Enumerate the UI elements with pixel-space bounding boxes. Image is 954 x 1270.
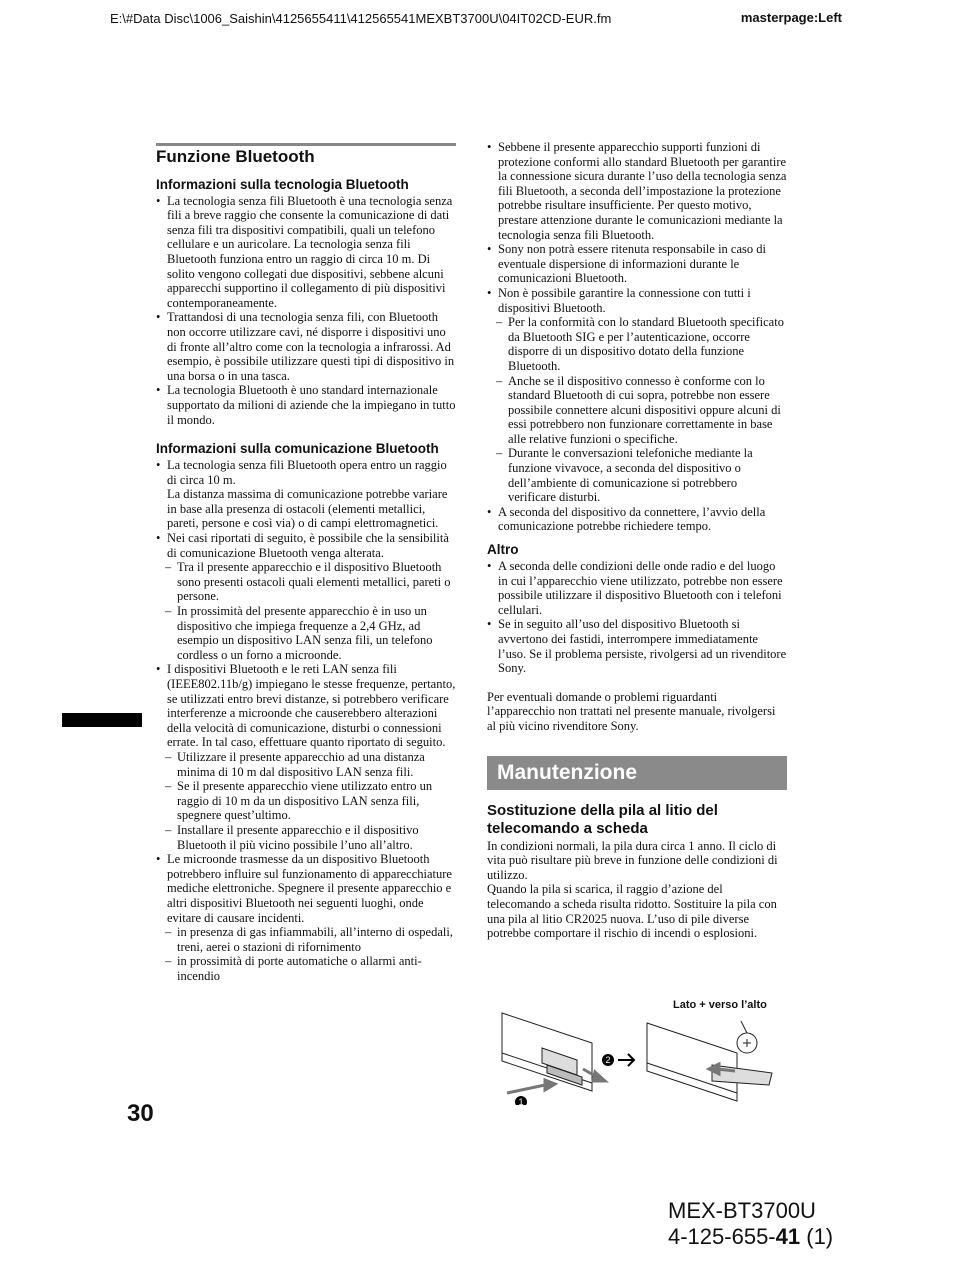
list-item — [156, 662, 456, 852]
page-number: 30 — [127, 1100, 154, 1127]
closing-paragraph: Per eventuali domande o problemi riguardanti l’apparecchio non trattati nel presente manuale, rivolgersi al più vicino rivenditore Sony. — [487, 689, 776, 733]
model-code-bold: 41 — [775, 1224, 801, 1249]
header-file-path: E:\#Data Disc\1006_Saishin\4125655411\412565541MEXBT3700U\04IT02CD-EUR.fm — [110, 11, 612, 26]
dash-list — [487, 315, 787, 505]
paragraph-pila-2: Quando la pila si scarica, il raggio d’azione del telecomando a scheda risulta ridotto. Sostituire la pila con una pila al litio CR2025 nuova. L’uso di pile diverse potrebbe comportare il rischio di incendi o esplosioni. — [487, 882, 777, 941]
section-banner-manutenzione: Manutenzione — [487, 756, 787, 790]
dash-list — [156, 925, 456, 983]
subsection-title-tecnologia: Informazioni sulla tecnologia Bluetooth — [156, 176, 409, 192]
section-rule — [156, 143, 456, 165]
list-item-text: • I dispositivi Bluetooth e le reti LAN senza fili (IEEE802.11b/g) impiegano le stesse frequenze, pertanto, se utilizzati entro brevi distanze, si potrebbero verificare interferenze a microonde che causerebbero alterazioni della velocità di comunicazione, disturbi o connessioni errate. In tal caso, effettuare quanto riportato di seguito. — [167, 662, 456, 750]
column-left — [156, 143, 456, 983]
figure-label: Lato + verso l’alto — [673, 999, 767, 1011]
chevron-right-icon — [618, 1054, 634, 1066]
list-item-continuation: La distanza massima di comunicazione potrebbe variare in base alla presenza di ostacoli (elementi metallici, pareti, persone e così via) o di campi elettromagnetici. — [167, 487, 448, 531]
dash-item: – Tra il presente apparecchio e il dispositivo Bluetooth sono presenti ostacoli quali elementi metallici, pareti o persone. — [156, 560, 456, 604]
step-2-marker — [602, 1054, 614, 1066]
dash-item: – Se il presente apparecchio viene utilizzato entro un raggio di 10 m da un dispositivo LAN senza fili, spegnere quest’ultimo. — [156, 779, 456, 823]
subsection-title-pila: Sostituzione della pila al litio del telecomando a scheda — [487, 801, 718, 837]
list-item: • Se in seguito all’uso del dispositivo Bluetooth si avvertono dei fastidi, interrompere immediatamente l’uso. Se il problema persiste, rivolgersi ad un rivenditore Sony. — [487, 617, 787, 675]
battery-replacement-figure — [497, 993, 787, 1105]
section-title-bluetooth: Funzione Bluetooth — [156, 147, 315, 166]
dash-item: – Per la conformità con lo standard Bluetooth specificato da Bluetooth SIG e per l’autenticazione, occorre disporre di un dispositivo dotato della funzione Bluetooth. — [487, 315, 787, 373]
header-masterpage: masterpage:Left — [740, 10, 842, 25]
list-tecnologia — [156, 194, 456, 428]
remote-card-right-illustration — [647, 1021, 772, 1101]
dash-list — [156, 750, 456, 852]
dash-item: – in prossimità di porte automatiche o allarmi anti-incendio — [156, 954, 456, 983]
step-1-number: 1 — [518, 1097, 524, 1105]
subsection-title-altro: Altro — [487, 542, 519, 558]
dash-item: – Anche se il dispositivo connesso è conforme con lo standard Bluetooth di cui sopra, potrebbe non essere possibile connettere alcuni dispositivi oppure alcuni di essi potrebbero non funzionare correttamente in base alle relative funzioni o specifiche. — [487, 374, 787, 447]
list-item — [156, 852, 456, 983]
list-item-text: • Le microonde trasmesse da un dispositivo Bluetooth potrebbero influire sul funzionamento di apparecchiature mediche elettroniche. Spegnere il presente apparecchio e altri dispositivi Bluetooth nei seguenti luoghi, onde evitare di causare incidenti. — [167, 852, 452, 925]
list-item: • Trattandosi di una tecnologia senza fili, con Bluetooth non occorre utilizzare cavi, né disporre i dispositivi uno di fronte all’altro come con la tecnologia a infrarossi. Ad esempio, è possibile utilizzare questi tipi di dispositivo in una borsa o in una tasca. — [156, 310, 456, 383]
list-item-text: • Nei casi riportati di seguito, è possibile che la sensibilità di comunicazione Bluetooth venga alterata. — [167, 531, 449, 560]
list-item-text: • Non è possibile garantire la connessione con tutti i dispositivi Bluetooth. — [498, 285, 751, 315]
model-footer — [668, 1198, 833, 1250]
paragraph-pila-1: In condizioni normali, la pila dura circa 1 anno. Il ciclo di vita può risultare più breve in funzione delle condizioni di utilizzo. — [487, 838, 778, 882]
step-1-marker — [515, 1096, 527, 1105]
list-item: • Sebbene il presente apparecchio supporti funzioni di protezione conformi allo standard Bluetooth per garantire la connessione sicura durante l’uso della tecnologia senza fili Bluetooth, a seconda dell’impostazione la protezione potrebbe risultare insufficiente. Per questo motivo, prestare attenzione durante le comunicazioni mediante la tecnologia senza fili Bluetooth. — [487, 140, 787, 242]
column-right — [487, 140, 787, 941]
subsection-title-comunicazione: Informazioni sulla comunicazione Bluetooth — [156, 441, 439, 457]
list-item — [156, 458, 456, 531]
dash-item: – Durante le conversazioni telefoniche mediante la funzione vivavoce, a seconda del dispositivo o dell’ambiente di comunicazione si potrebbero verificare disturbi. — [487, 446, 787, 504]
list-comunicazione — [156, 458, 456, 983]
list-item — [487, 286, 787, 505]
side-tab-marker — [62, 713, 142, 727]
list-item: • A seconda delle condizioni delle onde radio e del luogo in cui l’apparecchio viene utilizzato, potrebbe non essere possibile utilizzare il dispositivo Bluetooth con i telefoni cellulari. — [487, 559, 787, 617]
dash-list — [156, 560, 456, 662]
step-2-number: 2 — [605, 1055, 611, 1065]
list-item-text: • La tecnologia senza fili Bluetooth opera entro un raggio di circa 10 m. — [167, 458, 447, 487]
model-code-suffix: (1) — [800, 1224, 834, 1249]
list-item — [156, 531, 456, 662]
list-security — [487, 140, 787, 534]
list-altro — [487, 559, 787, 676]
dash-item: – In prossimità del presente apparecchio è in uso un dispositivo che impiega frequenze a 2,4 GHz, ad esempio un dispositivo LAN senza fili, un telefono cordless o un forno a microonde. — [156, 604, 456, 662]
list-item: • La tecnologia senza fili Bluetooth è una tecnologia senza fili a breve raggio che consente la comunicazione di dati senza fili tra dispositivi compatibili, quali un telefono cellulare e un auricolare. La tecnologia senza fili Bluetooth funziona entro un raggio di circa 10 m. Di solito vengono collegati due dispositivi, sebbene alcuni apparecchi supportino il collegamento di più dispositivi contemporaneamente. — [156, 194, 456, 311]
list-item: • Sony non potrà essere ritenuta responsabile in caso di eventuale dispersione di informazioni durante le comunicazioni Bluetooth. — [487, 242, 787, 286]
dash-item: – Utilizzare il presente apparecchio ad una distanza minima di 10 m dal dispositivo LAN senza fili. — [156, 750, 456, 779]
list-item: • La tecnologia Bluetooth è uno standard internazionale supportato da milioni di aziende che la impiegano in tutto il mondo. — [156, 383, 456, 427]
dash-item: – in presenza di gas infiammabili, all’interno di ospedali, treni, aerei o stazioni di rifornimento — [156, 925, 456, 954]
model-code — [668, 1224, 833, 1250]
model-name: MEX-BT3700U — [668, 1198, 816, 1223]
list-item: • A seconda del dispositivo da connettere, l’avvio della comunicazione potrebbe richiedere tempo. — [487, 505, 787, 534]
model-code-prefix: 4-125-655- — [668, 1224, 776, 1249]
dash-item: – Installare il presente apparecchio e il dispositivo Bluetooth il più vicino possibile l’uno all’altro. — [156, 823, 456, 852]
